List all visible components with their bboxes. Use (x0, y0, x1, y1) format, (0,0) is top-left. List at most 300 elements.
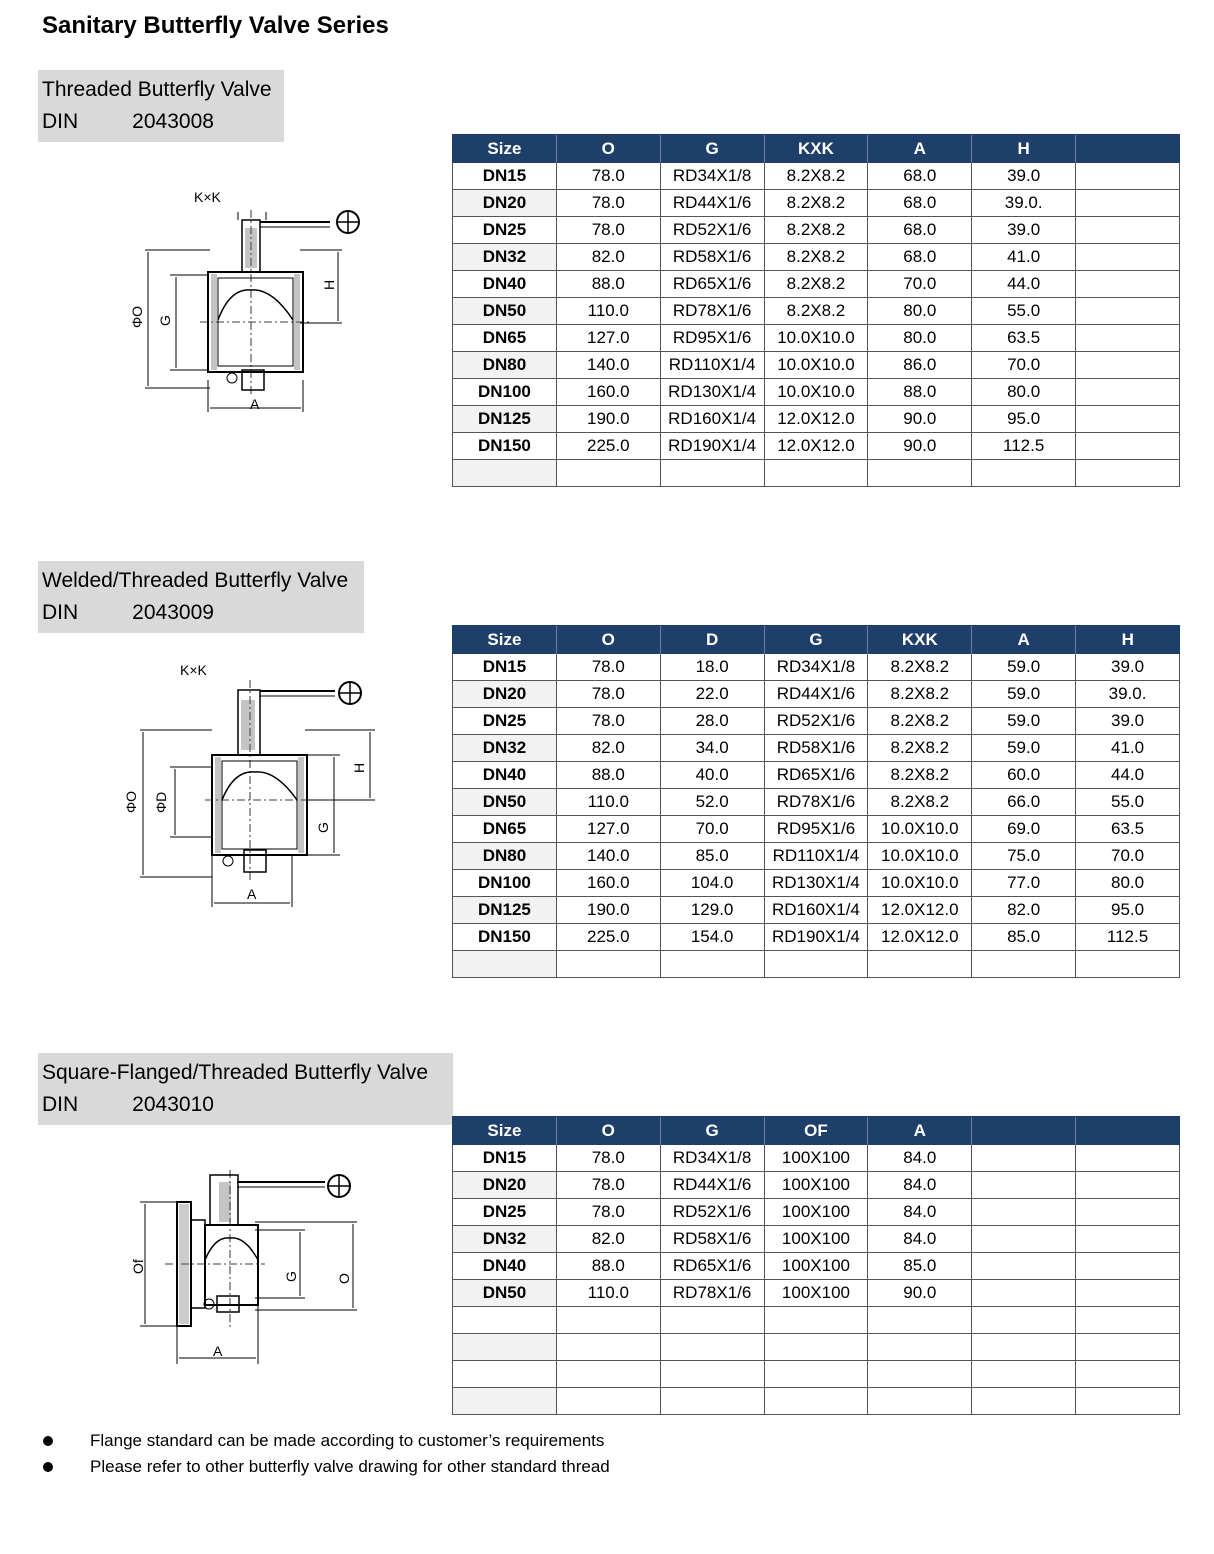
label-kxk: K×K (194, 189, 221, 205)
table-cell: RD110X1/4 (764, 843, 868, 870)
table-cell: 59.0 (972, 654, 1076, 681)
table-cell: 140.0 (556, 352, 660, 379)
bullet-icon (43, 1462, 53, 1472)
table-cell: 44.0 (972, 271, 1076, 298)
table-cell: 8.2X8.2 (764, 298, 868, 325)
table-cell: 68.0 (868, 163, 972, 190)
table-row (453, 271, 1180, 298)
col-header: D (660, 626, 764, 655)
size-cell: DN15 (453, 654, 557, 681)
table-cell: 90.0 (868, 1280, 972, 1307)
table-cell: 86.0 (868, 352, 972, 379)
table-cell (868, 1307, 972, 1334)
table-cell: 85.0 (660, 843, 764, 870)
table-cell: 160.0 (556, 379, 660, 406)
size-cell (453, 460, 557, 487)
table-cell: 55.0 (1076, 789, 1180, 816)
table-cell: 10.0X10.0 (764, 379, 868, 406)
table-cell (972, 951, 1076, 978)
table-cell: 88.0 (868, 379, 972, 406)
table-cell: RD78X1/6 (764, 789, 868, 816)
table-cell: 154.0 (660, 924, 764, 951)
label-o: O (336, 1273, 352, 1284)
table-cell: 8.2X8.2 (764, 244, 868, 271)
table-cell (660, 951, 764, 978)
table-cell: RD190X1/4 (764, 924, 868, 951)
threaded-valve-drawing (120, 180, 380, 420)
table-header-row (453, 1117, 1180, 1146)
table-cell: 41.0 (972, 244, 1076, 271)
table-cell (556, 951, 660, 978)
table-cell: RD34X1/8 (660, 163, 764, 190)
table-cell: 95.0 (1076, 897, 1180, 924)
table-row (453, 1388, 1180, 1415)
table-row (453, 708, 1180, 735)
table-cell (1076, 1307, 1180, 1334)
table-cell: 41.0 (1076, 735, 1180, 762)
size-cell (453, 1361, 557, 1388)
table-cell (868, 1334, 972, 1361)
din-label: DIN (42, 1093, 79, 1116)
table-cell (1076, 1199, 1180, 1226)
table-cell: RD44X1/6 (660, 190, 764, 217)
table-cell: RD160X1/4 (764, 897, 868, 924)
table-cell: 78.0 (556, 217, 660, 244)
table-cell: RD78X1/6 (660, 298, 764, 325)
table-cell (660, 460, 764, 487)
col-header: G (764, 626, 868, 655)
table-cell: 77.0 (972, 870, 1076, 897)
size-cell: DN15 (453, 163, 557, 190)
col-header (1076, 135, 1180, 164)
table-cell: 88.0 (556, 271, 660, 298)
table-cell (972, 1388, 1076, 1415)
col-header: Size (453, 626, 557, 655)
table-cell: RD160X1/4 (660, 406, 764, 433)
table-cell (972, 1307, 1076, 1334)
label-kxk: K×K (180, 662, 207, 678)
table-row (453, 379, 1180, 406)
table-cell (868, 460, 972, 487)
table-cell: RD95X1/6 (764, 816, 868, 843)
table-row (453, 460, 1180, 487)
table-cell: 225.0 (556, 924, 660, 951)
table-cell: 12.0X12.0 (764, 433, 868, 460)
size-cell: DN50 (453, 789, 557, 816)
table-cell (1076, 298, 1180, 325)
size-cell: DN32 (453, 735, 557, 762)
table-cell: RD130X1/4 (660, 379, 764, 406)
table-cell: 69.0 (972, 816, 1076, 843)
table-cell: RD65X1/6 (764, 762, 868, 789)
table-cell (972, 1145, 1076, 1172)
table-cell: 90.0 (868, 433, 972, 460)
label-o: ΦO (129, 305, 145, 328)
table-cell: 68.0 (868, 217, 972, 244)
table-cell (972, 1172, 1076, 1199)
din-label: DIN (42, 110, 79, 133)
table-cell: RD52X1/6 (660, 1199, 764, 1226)
notes-list (40, 1428, 610, 1480)
table-row (453, 190, 1180, 217)
col-header: Size (453, 135, 557, 164)
table-cell: 84.0 (868, 1199, 972, 1226)
table-cell (868, 1388, 972, 1415)
table-cell (1076, 325, 1180, 352)
table-cell (1076, 1226, 1180, 1253)
page-title: Sanitary Butterfly Valve Series (42, 12, 389, 39)
size-cell: DN25 (453, 217, 557, 244)
table-cell (1076, 1172, 1180, 1199)
table-cell (764, 951, 868, 978)
col-header (972, 1117, 1076, 1146)
size-cell: DN65 (453, 325, 557, 352)
table-cell: 8.2X8.2 (764, 190, 868, 217)
section-label-threaded (38, 70, 284, 142)
table-cell: 18.0 (660, 654, 764, 681)
table-cell: 39.0 (972, 217, 1076, 244)
table-cell: 8.2X8.2 (764, 271, 868, 298)
table-cell (764, 1361, 868, 1388)
size-cell (453, 1307, 557, 1334)
table-cell: 63.5 (972, 325, 1076, 352)
size-cell: DN150 (453, 924, 557, 951)
table-cell: 82.0 (972, 897, 1076, 924)
table-cell: 84.0 (868, 1172, 972, 1199)
size-cell: DN32 (453, 1226, 557, 1253)
table-cell: 8.2X8.2 (868, 789, 972, 816)
size-cell (453, 1388, 557, 1415)
table-cell: 100X100 (764, 1226, 868, 1253)
note-text: Please refer to other butterfly valve drawing for other standard thread (90, 1457, 610, 1476)
table-cell: 129.0 (660, 897, 764, 924)
table-cell (1076, 217, 1180, 244)
size-cell: DN32 (453, 244, 557, 271)
din-code: 2043009 (132, 601, 214, 624)
table-cell (764, 1307, 868, 1334)
table-cell: 80.0 (868, 298, 972, 325)
table-cell: 8.2X8.2 (868, 762, 972, 789)
label-h: H (351, 762, 367, 773)
table-cell: RD52X1/6 (660, 217, 764, 244)
table-cell: 82.0 (556, 735, 660, 762)
col-header: Size (453, 1117, 557, 1146)
table-cell (868, 951, 972, 978)
table-cell: 110.0 (556, 789, 660, 816)
threaded-spec-table (452, 134, 1180, 487)
size-cell: DN20 (453, 681, 557, 708)
col-header (1076, 1117, 1180, 1146)
size-cell: DN25 (453, 1199, 557, 1226)
note-item (40, 1454, 610, 1480)
label-g: G (157, 315, 173, 326)
table-cell: 78.0 (556, 654, 660, 681)
table-cell: 88.0 (556, 762, 660, 789)
size-cell: DN20 (453, 1172, 557, 1199)
table-cell (764, 460, 868, 487)
table-cell: 78.0 (556, 681, 660, 708)
table-cell: RD95X1/6 (660, 325, 764, 352)
table-cell (972, 1280, 1076, 1307)
table-cell: 12.0X12.0 (868, 924, 972, 951)
table-row (453, 244, 1180, 271)
table-row (453, 1145, 1180, 1172)
label-of: Of (130, 1259, 146, 1274)
table-cell (1076, 1388, 1180, 1415)
table-cell (972, 460, 1076, 487)
table-cell: 82.0 (556, 1226, 660, 1253)
col-header: A (868, 135, 972, 164)
table-row (453, 217, 1180, 244)
size-cell: DN25 (453, 708, 557, 735)
col-header: G (660, 135, 764, 164)
table-row (453, 924, 1180, 951)
size-cell: DN65 (453, 816, 557, 843)
label-d: ΦD (153, 791, 169, 813)
table-cell (660, 1388, 764, 1415)
table-cell: 39.0 (972, 163, 1076, 190)
table-row (453, 1226, 1180, 1253)
table-row (453, 325, 1180, 352)
table-cell (1076, 1280, 1180, 1307)
col-header: KXK (764, 135, 868, 164)
table-cell: RD130X1/4 (764, 870, 868, 897)
table-cell: 55.0 (972, 298, 1076, 325)
table-cell: 78.0 (556, 1145, 660, 1172)
table-cell: 22.0 (660, 681, 764, 708)
table-cell: 100X100 (764, 1280, 868, 1307)
table-row (453, 1280, 1180, 1307)
table-cell: 80.0 (972, 379, 1076, 406)
table-cell (1076, 379, 1180, 406)
table-cell (1076, 460, 1180, 487)
table-row (453, 897, 1180, 924)
size-cell: DN40 (453, 1253, 557, 1280)
table-header-row (453, 626, 1180, 655)
table-cell: 82.0 (556, 244, 660, 271)
table-cell: 12.0X12.0 (868, 897, 972, 924)
table-row (453, 762, 1180, 789)
table-cell: 12.0X12.0 (764, 406, 868, 433)
table-cell: 70.0 (868, 271, 972, 298)
col-header: OF (764, 1117, 868, 1146)
table-cell (556, 1334, 660, 1361)
table-cell: 52.0 (660, 789, 764, 816)
table-cell: 110.0 (556, 1280, 660, 1307)
din-label: DIN (42, 601, 79, 624)
din-code: 2043008 (132, 110, 214, 133)
table-cell (1076, 951, 1180, 978)
table-cell: 8.2X8.2 (868, 708, 972, 735)
table-cell (972, 1226, 1076, 1253)
table-header-row (453, 135, 1180, 164)
table-cell (556, 1388, 660, 1415)
table-cell: RD44X1/6 (660, 1172, 764, 1199)
table-cell: 112.5 (972, 433, 1076, 460)
table-cell: 40.0 (660, 762, 764, 789)
size-cell: DN150 (453, 433, 557, 460)
table-cell: 78.0 (556, 1199, 660, 1226)
table-cell: 78.0 (556, 708, 660, 735)
table-cell (1076, 244, 1180, 271)
table-cell: 112.5 (1076, 924, 1180, 951)
table-row (453, 163, 1180, 190)
size-cell: DN40 (453, 762, 557, 789)
label-g: G (315, 822, 331, 833)
col-header: O (556, 626, 660, 655)
table-cell: 100X100 (764, 1145, 868, 1172)
section-title: Welded/Threaded Butterfly Valve (42, 569, 349, 592)
table-row (453, 1172, 1180, 1199)
table-cell: 10.0X10.0 (764, 352, 868, 379)
table-cell: 78.0 (556, 190, 660, 217)
table-cell (1076, 1334, 1180, 1361)
size-cell: DN80 (453, 352, 557, 379)
col-header: H (1076, 626, 1180, 655)
square-flanged-valve-drawing (125, 1170, 365, 1370)
table-cell: 75.0 (972, 843, 1076, 870)
table-cell: RD78X1/6 (660, 1280, 764, 1307)
table-cell: 10.0X10.0 (868, 870, 972, 897)
size-cell: DN50 (453, 298, 557, 325)
table-cell: 88.0 (556, 1253, 660, 1280)
table-cell: 110.0 (556, 298, 660, 325)
table-cell: 70.0 (660, 816, 764, 843)
table-cell (1076, 271, 1180, 298)
bullet-icon (43, 1436, 53, 1446)
section-title: Threaded Butterfly Valve (42, 78, 272, 101)
din-code: 2043010 (132, 1093, 214, 1116)
table-cell: 10.0X10.0 (868, 816, 972, 843)
col-header: H (972, 135, 1076, 164)
table-cell: 80.0 (868, 325, 972, 352)
table-cell: 59.0 (972, 735, 1076, 762)
size-cell: DN50 (453, 1280, 557, 1307)
table-cell: RD65X1/6 (660, 271, 764, 298)
table-cell: 66.0 (972, 789, 1076, 816)
table-cell (972, 1334, 1076, 1361)
table-cell (1076, 190, 1180, 217)
table-cell: 10.0X10.0 (764, 325, 868, 352)
size-cell: DN80 (453, 843, 557, 870)
table-cell: 63.5 (1076, 816, 1180, 843)
table-cell (556, 1307, 660, 1334)
table-row (453, 843, 1180, 870)
table-cell: 190.0 (556, 897, 660, 924)
section-label-square-flanged (38, 1053, 453, 1125)
table-cell: 8.2X8.2 (868, 681, 972, 708)
size-cell (453, 1334, 557, 1361)
table-row (453, 735, 1180, 762)
table-cell (1076, 352, 1180, 379)
label-a: A (213, 1343, 223, 1359)
col-header: A (972, 626, 1076, 655)
table-cell: 160.0 (556, 870, 660, 897)
table-cell: 78.0 (556, 1172, 660, 1199)
table-cell: 39.0 (1076, 708, 1180, 735)
table-cell (1076, 1361, 1180, 1388)
section-title: Square-Flanged/Threaded Butterfly Valve (42, 1061, 428, 1084)
table-cell: 59.0 (972, 681, 1076, 708)
table-cell: 100X100 (764, 1253, 868, 1280)
table-cell (972, 1253, 1076, 1280)
table-cell (556, 460, 660, 487)
table-row (453, 406, 1180, 433)
table-row (453, 870, 1180, 897)
table-row (453, 681, 1180, 708)
table-row (453, 298, 1180, 325)
table-cell (868, 1361, 972, 1388)
table-cell (660, 1334, 764, 1361)
table-cell: 84.0 (868, 1145, 972, 1172)
table-cell (1076, 406, 1180, 433)
col-header: O (556, 135, 660, 164)
size-cell: DN100 (453, 870, 557, 897)
size-cell: DN15 (453, 1145, 557, 1172)
table-cell: 100X100 (764, 1172, 868, 1199)
note-text: Flange standard can be made according to customer’s requirements (90, 1431, 605, 1450)
table-cell: 68.0 (868, 244, 972, 271)
table-cell: 28.0 (660, 708, 764, 735)
label-a: A (250, 396, 260, 412)
table-cell: 127.0 (556, 816, 660, 843)
table-cell: RD190X1/4 (660, 433, 764, 460)
label-o: ΦO (123, 790, 139, 813)
table-cell (660, 1307, 764, 1334)
table-row (453, 816, 1180, 843)
table-cell: 80.0 (1076, 870, 1180, 897)
table-cell (1076, 1253, 1180, 1280)
table-cell: RD58X1/6 (660, 244, 764, 271)
table-cell: 70.0 (1076, 843, 1180, 870)
table-cell: 8.2X8.2 (868, 654, 972, 681)
table-row (453, 1253, 1180, 1280)
table-cell: 127.0 (556, 325, 660, 352)
table-cell: RD58X1/6 (660, 1226, 764, 1253)
size-cell: DN125 (453, 897, 557, 924)
table-cell: 70.0 (972, 352, 1076, 379)
table-cell (1076, 163, 1180, 190)
table-row (453, 1307, 1180, 1334)
label-g: G (283, 1271, 299, 1282)
table-cell: 8.2X8.2 (868, 735, 972, 762)
table-cell (764, 1334, 868, 1361)
table-cell: 39.0. (972, 190, 1076, 217)
table-body (453, 163, 1180, 487)
col-header: A (868, 1117, 972, 1146)
table-cell (1076, 1145, 1180, 1172)
table-cell: 95.0 (972, 406, 1076, 433)
table-cell: 100X100 (764, 1199, 868, 1226)
table-cell: RD44X1/6 (764, 681, 868, 708)
table-cell: 8.2X8.2 (764, 163, 868, 190)
table-cell (972, 1361, 1076, 1388)
table-cell: 68.0 (868, 190, 972, 217)
table-cell: RD110X1/4 (660, 352, 764, 379)
table-cell: 8.2X8.2 (764, 217, 868, 244)
table-body (453, 1145, 1180, 1415)
table-cell: RD65X1/6 (660, 1253, 764, 1280)
table-cell (556, 1361, 660, 1388)
table-cell: 59.0 (972, 708, 1076, 735)
table-cell: 90.0 (868, 406, 972, 433)
table-row (453, 1334, 1180, 1361)
table-row (453, 1199, 1180, 1226)
table-cell: 85.0 (868, 1253, 972, 1280)
table-cell: 39.0. (1076, 681, 1180, 708)
note-item (40, 1428, 610, 1454)
table-cell: 84.0 (868, 1226, 972, 1253)
